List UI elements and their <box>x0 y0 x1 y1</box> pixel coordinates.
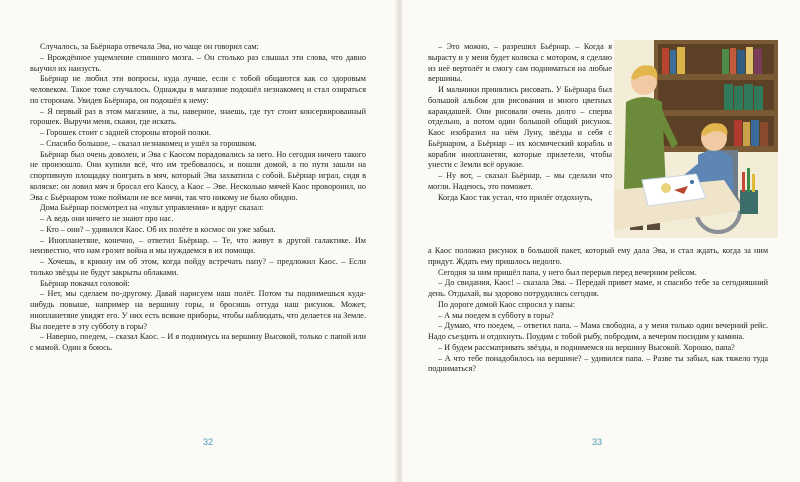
paragraph: – Нет, мы сделаем по-другому. Давай нарисуем наш полёт. Потом ты поднимешься куда-нибудь повыше, например на вершину горы, и бросишь оттуда наш рисунок. Может, инопланетяне увидят его. У них есть всякие приборы, чтобы наблюдать, что делается на Земле. Вы поедете в эту субботу в горы? <box>30 289 366 331</box>
page-number-right: 33 <box>592 437 603 447</box>
left-page <box>0 0 398 482</box>
paragraph: Сегодня за ним пришёл папа, у него был перерыв перед вечерним рейсом. <box>438 267 697 277</box>
paragraph: Дома Бьёрнар посмотрел на «пульт управления» и вдруг сказал: <box>40 203 264 213</box>
paragraph: И мальчики принялись рисовать. У Бьёрнара был большой альбом для рисования и много цветных карандашей. Они рисовали очень долго – сперва отдельно, а потом один большой общий рисунок. Каос изобразил на нём Луну, звёзды и себя с Бьёрнаром, а Бьёрнар – их космический корабль и корабли инопланетян, которые прилетели, чтобы унести с Земли всё оружие. <box>428 85 612 170</box>
illustration-image <box>614 40 778 238</box>
paragraph: – Ну вот, – сказал Бьёрнар, – мы сделали что могли. Надеюсь, это поможет. <box>428 171 612 191</box>
paragraph: – А ведь они ничего не знают про нас. <box>40 214 174 223</box>
paragraph: Бьёрнар не любил эти вопросы, куда лучше, если с тобой общаются как со здоровым человеком. Такое тоже случалось. Однажды в магазине подошёл незнакомец и стал озираться по сторонам. Увидев Бьёрнара, он подошёл к нему: <box>30 74 366 105</box>
paragraph: – Горошек стоит с задней стороны второй полки. <box>40 128 211 137</box>
paragraph: – Это можно, – разрешил Бьёрнар. – Когда я вырасту и у меня будет коляска с мотором, я сделаю из неё вертолёт и смогу сам подниматься на любые вершины. <box>428 42 612 84</box>
paragraph: – Спасибо большое, – сказал незнакомец и ушёл за горошком. <box>40 138 257 148</box>
right-text-column-top <box>428 42 612 203</box>
paragraph: – До свидания, Каос! – сказала Эва. – Передай привет маме, и спасибо тебе за сегодняшний день. Отдыхай, вы здорово потрудились сегодня. <box>428 278 768 298</box>
page-number-left: 32 <box>203 437 214 447</box>
paragraph: – Хочешь, я крикну им об этом, когда пойду встречать папу? – предложил Каос. – Если только звёзды не будут закрыты облаками. <box>30 257 366 277</box>
paragraph: а Каос положил рисунок в большой пакет, который ему дала Эва, и стал ждать, когда за ним придут. Ждать ему пришлось недолго. <box>428 246 768 266</box>
paragraph: – Думаю, что поедем, – ответил папа. – Мама свободна, а у меня только один вечерний рейс. Надо съездить и отдохнуть. Поудим с тобой рыбу, побродим, а вечером посидим у камина. <box>428 321 768 341</box>
illustration-two-boys-drawing <box>614 40 778 238</box>
paragraph: Когда Каос так устал, что прилёг отдохнуть, <box>438 192 593 202</box>
paragraph: Бьёрнар покачал головой: <box>40 278 130 288</box>
paragraph: Бьёрнар был очень доволен, и Эва с Каосом порадовались за него. Но сегодня ничего такого не произошло. Они купили всё, что им требовалось, и пошли домой, а по пути зашли на спортивную площадку поиграть в мяч, который Эва захватила с собой. Бьёрнар играл, сидя в коляске: он ловил мяч и бросал его Каосу, а Каос – Эве. Несколько мячей Каос проворонил, но Эва с Бьёрнаром тоже поймали не все мячи, так что никому не было обидно. <box>30 149 366 202</box>
paragraph: По дороге домой Каос спросил у папы: <box>438 299 575 309</box>
paragraph: – Я первый раз в этом магазине, а ты, наверное, знаешь, где тут стоит консервированный горошек. Выручи меня, скажи, где искать. <box>30 106 366 127</box>
paragraph: – Инопланетяне, конечно, – ответил Бьёрнар. – Те, что живут в другой галактике. Им неизвестно, что нам грозит война и мы нуждаемся в их помощи. <box>30 235 366 256</box>
paragraph: – А что тебе понадобилось на вершине? – удивился папа. – Разве ты забыл, как тяжело туда подниматься? <box>428 353 768 374</box>
paragraph: – Врождённое ущемление спинного мозга. – Он столько раз слышал эти слова, что давно выучил их наизусть. <box>30 52 366 73</box>
paragraph: Случалось, за Бьёрнара отвечала Эва, но чаще он говорил сам: <box>40 42 259 51</box>
paragraph: – А мы поедем в субботу в горы? <box>438 310 554 320</box>
paragraph: – Наверно, поедем, – сказал Каос. – И я поднимусь на вершину Высокой, только с папой или с мамой. Один я боюсь. <box>30 332 366 352</box>
right-page <box>402 0 800 482</box>
paragraph: – И будем рассматривать звёзды, и поднимемся на вершину Высокой. Хорошо, папа? <box>438 342 735 352</box>
left-text-column <box>30 42 366 354</box>
paragraph: – Кто – они? – удивился Каос. Об их полёте в космос он уже забыл. <box>40 224 276 234</box>
right-text-column-bottom <box>428 246 768 375</box>
